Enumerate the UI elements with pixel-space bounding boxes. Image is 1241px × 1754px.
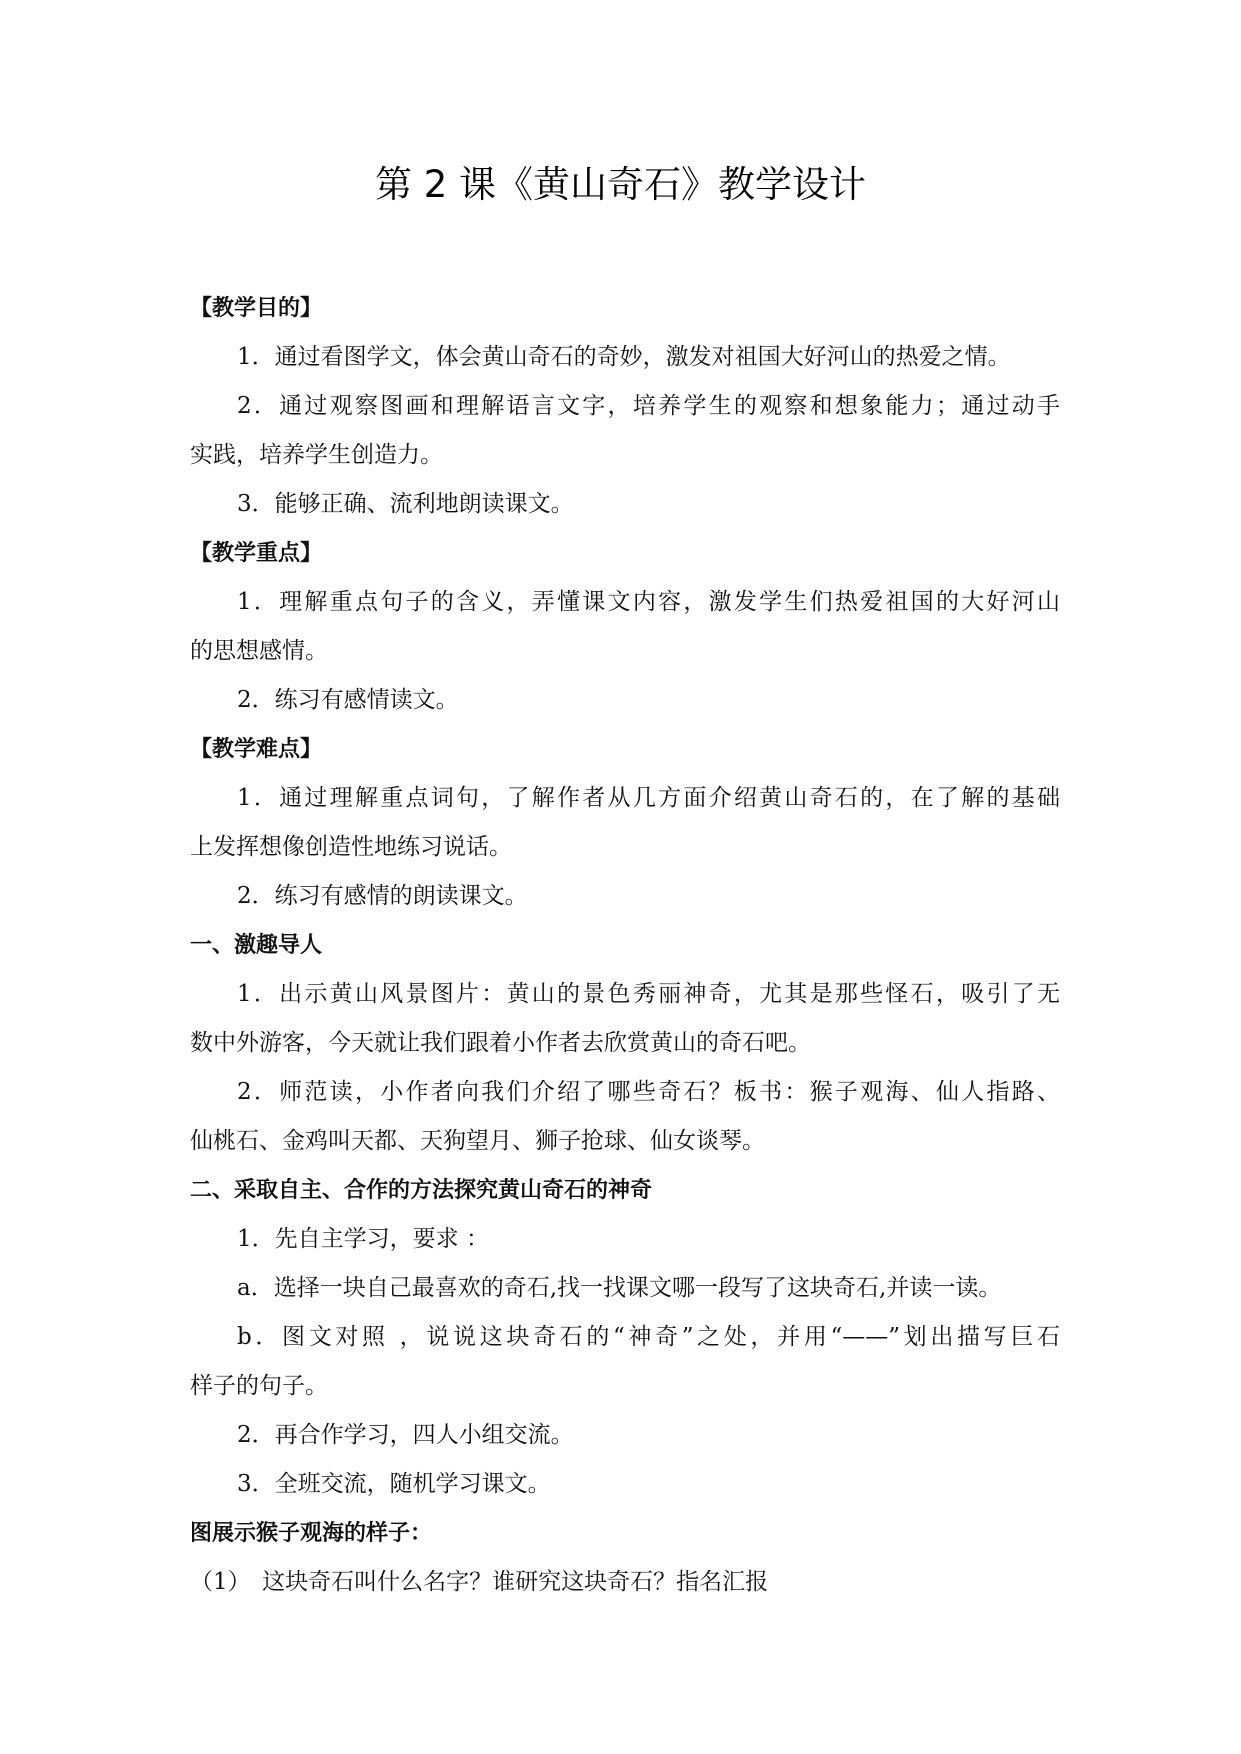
- paragraph-line: 样子的句子。: [190, 1373, 328, 1399]
- paragraph-line: 1．先自主学习，要求 ：: [237, 1226, 489, 1252]
- paragraph-line: 仙桃石、金鸡叫天都、天狗望月、狮子抢球、仙女谈琴。: [190, 1128, 765, 1154]
- paragraph-line: 2．通过观察图画和理解语言文字，培养学生的观察和想象能力；通过动手: [237, 393, 1060, 419]
- paragraph-line: 3．能够正确、流利地朗读课文。: [237, 491, 574, 517]
- paragraph-line: 的思想感情。: [190, 638, 328, 664]
- paragraph-line: a．选择一块自己最喜欢的奇石,找一找课文哪一段写了这块奇石,并读一读。: [237, 1275, 1002, 1301]
- section-heading: 【教学难点】: [190, 737, 323, 762]
- paragraph-line: 1．通过理解重点词句，了解作者从几方面介绍黄山奇石的，在了解的基础: [237, 785, 1060, 811]
- paragraph-line: 1．理解重点句子的含义，弄懂课文内容，激发学生们热爱祖国的大好河山: [237, 589, 1060, 615]
- paragraph-line: 2．练习有感情读文。: [237, 687, 459, 713]
- section-heading: 二、采取自主、合作的方法探究黄山奇石的神奇: [190, 1178, 653, 1203]
- document-body: [190, 284, 1060, 1607]
- paragraph-line: 2．师范读，小作者向我们介绍了哪些奇石？板书：猴子观海、仙人指路、: [237, 1079, 1060, 1105]
- section-heading: 【教学目的】: [190, 296, 323, 321]
- paragraph-line: 数中外游客，今天就让我们跟着小作者去欣赏黄山的奇石吧。: [190, 1030, 811, 1056]
- paragraph-line: 1．出示黄山风景图片：黄山的景色秀丽神奇，尤其是那些怪石，吸引了无: [237, 981, 1060, 1007]
- paragraph-line: 1．通过看图学文，体会黄山奇石的奇妙，激发对祖国大好河山的热爱之情。: [237, 344, 1011, 370]
- paragraph-line: （1） 这块奇石叫什么名字？谁研究这块奇石？指名汇报: [190, 1569, 769, 1595]
- paragraph-line: b．图文对照 ，说说这块奇石的“神奇”之处，并用“——”划出描写巨石: [237, 1324, 1060, 1350]
- paragraph-line: 3．全班交流，随机学习课文。: [237, 1471, 551, 1497]
- page-title: 第 2 课《黄山奇石》教学设计: [374, 163, 867, 206]
- section-heading: 一、激趣导人: [190, 933, 323, 958]
- paragraph-line: 上发挥想像创造性地练习说话。: [190, 834, 512, 860]
- paragraph-line: 2．练习有感情的朗读课文。: [237, 883, 528, 909]
- section-heading: 【教学重点】: [190, 541, 323, 566]
- section-heading: 图展示猴子观海的样子：: [190, 1521, 433, 1546]
- paragraph-line: 实践，培养学生创造力。: [190, 442, 443, 468]
- paragraph-line: 2．再合作学习，四人小组交流。: [237, 1422, 574, 1448]
